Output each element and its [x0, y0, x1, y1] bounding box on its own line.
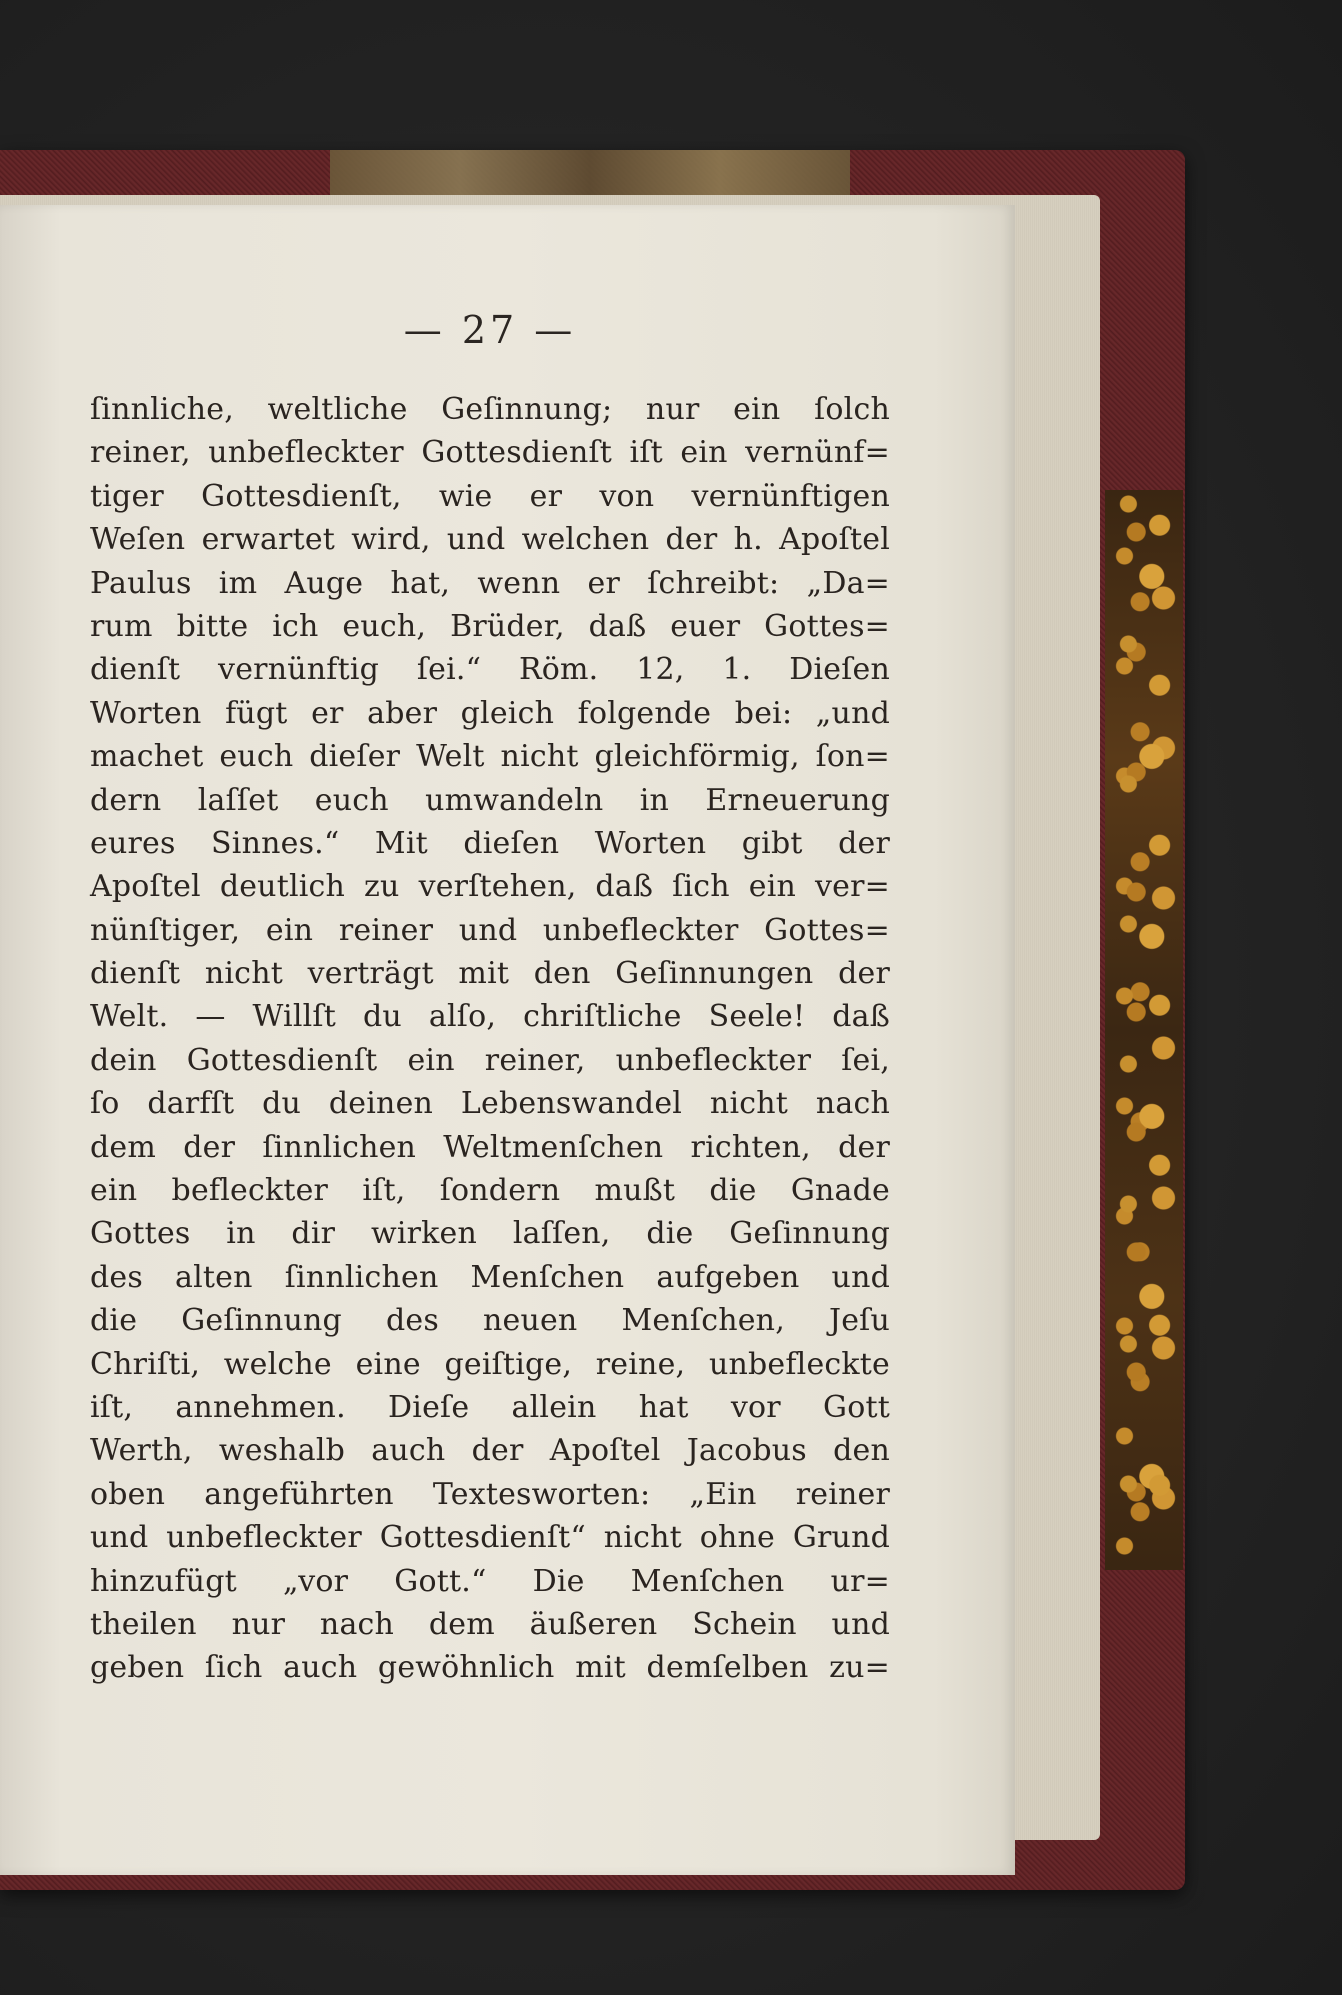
text-line: und unbefleckter Gottesdienſt“ nicht ohne Grund	[90, 1520, 890, 1556]
text-line: oben angeführten Textesworten: „Ein reiner	[90, 1476, 890, 1512]
book-spine-band	[330, 150, 850, 196]
page-text	[90, 388, 890, 1690]
text-line: Weſen erwartet wird, und welchen der h. Apoſtel	[90, 522, 890, 558]
text-line: rum bitte ich euch, Brüder, daß euer Gottes=	[90, 608, 890, 644]
text-line: Apoſtel deutlich zu verſtehen, daß ſich ein ver=	[90, 869, 890, 905]
text-line: ſinnliche, weltliche Geſinnung; nur ein ſolch	[90, 392, 890, 427]
text-line: dem der ſinnlichen Weltmenſchen richten, der	[90, 1129, 890, 1165]
text-line: Werth, weshalb auch der Apoſtel Jacobus den	[90, 1433, 890, 1469]
text-line: nünſtiger, ein reiner und unbefleckter Gottes=	[90, 912, 890, 948]
text-line: Paulus im Auge hat, wenn er ſchreibt: „Da=	[90, 565, 890, 601]
text-line: Gottes in dir wirken laſſen, die Geſinnung	[90, 1216, 890, 1252]
page-number: — 27 —	[403, 308, 577, 352]
text-line: dienſt nicht verträgt mit den Geſinnungen der	[90, 956, 890, 992]
text-line: geben ſich auch gewöhnlich mit demſelben zu=	[90, 1650, 890, 1686]
text-line: Worten fügt er aber gleich folgende bei: „und	[90, 695, 890, 731]
text-line: Welt. — Willſt du alſo, chriſtliche Seele! daß	[90, 999, 890, 1035]
text-line: des alten ſinnlichen Menſchen aufgeben und	[90, 1259, 890, 1295]
text-line: ein befleckter iſt, ſondern mußt die Gnade	[90, 1173, 890, 1209]
text-line: Chriſti, welche eine geiſtige, reine, unbefleckte	[90, 1346, 890, 1382]
text-line: eures Sinnes.“ Mit dieſen Worten gibt der	[90, 825, 890, 861]
text-line: theilen nur nach dem äußeren Schein und	[90, 1606, 890, 1642]
marbled-edge	[1105, 490, 1183, 1570]
text-line: iſt, annehmen. Dieſe allein hat vor Gott	[90, 1389, 890, 1425]
text-line: hinzufügt „vor Gott.“ Die Menſchen ur=	[90, 1563, 890, 1599]
text-line: reiner, unbefleckter Gottesdienſt iſt ein vernünf=	[90, 435, 890, 471]
text-line: dienſt vernünftig ſei.“ Röm. 12, 1. Dieſen	[90, 652, 890, 688]
text-line: machet euch dieſer Welt nicht gleichförmig, ſon=	[90, 739, 890, 775]
text-line: ſo darfſt du deinen Lebenswandel nicht nach	[90, 1086, 890, 1122]
text-line: dern laſſet euch umwandeln in Erneuerung	[90, 782, 890, 818]
text-line: tiger Gottesdienſt, wie er von vernünftigen	[90, 478, 890, 514]
text-line: die Geſinnung des neuen Menſchen, Jeſu	[90, 1303, 890, 1339]
text-line: dein Gottesdienſt ein reiner, unbefleckter ſei,	[90, 1042, 890, 1078]
